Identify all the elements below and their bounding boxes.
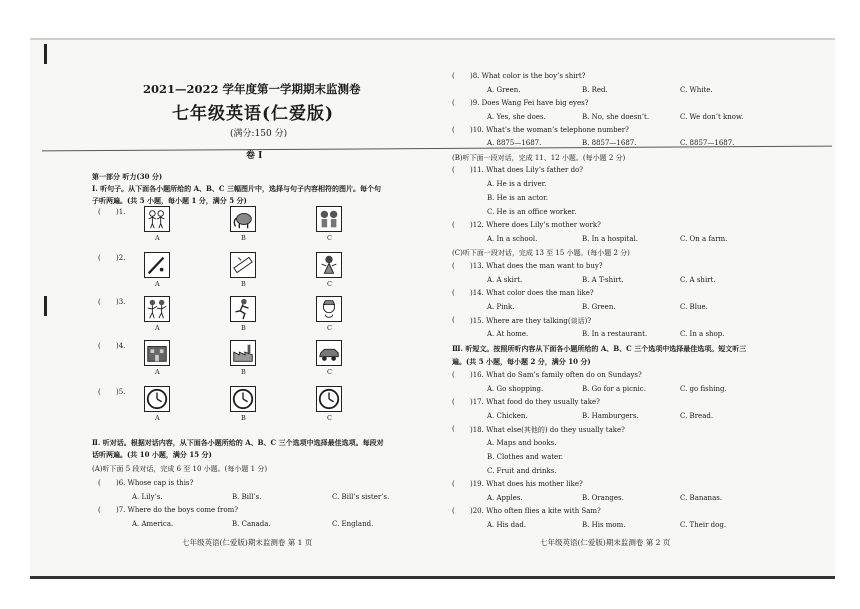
option-16a: A. Go shopping.	[487, 385, 544, 393]
question-13-paren: (	[452, 262, 455, 270]
question-6: )6. Whose cap is this?	[116, 479, 194, 487]
option-6b: B. Bill’s.	[232, 493, 262, 501]
grade-title: 七年级英语(仁爱版)	[172, 104, 335, 124]
score-note: (满分:150 分)	[230, 129, 288, 139]
option-19b: B. Oranges.	[582, 494, 624, 502]
factory-icon	[230, 340, 256, 366]
option-8c: C. White.	[680, 86, 713, 94]
question-paren: (	[98, 208, 101, 216]
option-8b: B. Red.	[582, 86, 608, 94]
car-icon	[316, 340, 342, 366]
question-19-paren: (	[452, 480, 455, 488]
question-17-paren: (	[452, 398, 455, 406]
picture-option-label: B	[241, 414, 246, 422]
question-18-paren: (	[452, 425, 455, 433]
picture-option-label: B	[241, 280, 246, 288]
picture-option-label: B	[241, 324, 246, 332]
option-11c: C. He is an office worker.	[487, 208, 577, 216]
option-15a: A. At home.	[487, 330, 529, 338]
question-16: )16. What do Sam’s family often do on Sundays?	[470, 371, 642, 379]
option-8a: A. Green.	[487, 86, 521, 94]
picture-option-label: A	[155, 324, 160, 332]
option-6a: A. Lily’s.	[132, 493, 163, 501]
section1-title-cont: 子听两遍。(共 5 小题，每小题 1 分，满分 5 分)	[92, 196, 247, 205]
question-15-paren: (	[452, 316, 455, 324]
subsection-c: (C)听下面一段对话，完成 13 至 15 小题。(每小题 2 分)	[452, 249, 630, 257]
question-12-paren: (	[452, 221, 455, 229]
volume-label: 卷 Ⅰ	[246, 151, 263, 161]
question-7-paren: (	[98, 506, 101, 514]
question-number: )5.	[116, 388, 126, 396]
option-20b: B. His mom.	[582, 521, 626, 529]
option-17c: C. Bread.	[680, 412, 714, 420]
clock-icon	[144, 386, 170, 412]
section2-title: Ⅱ. 听对话。根据对话内容，从下面各小题所给的 A、B、C 三个选项中选择最佳选项。每段对	[92, 438, 384, 447]
picture-option-label: C	[327, 324, 332, 332]
question-7: )7. Where do the boys come from?	[116, 506, 238, 514]
question-paren: (	[98, 298, 101, 306]
option-13b: B. A T-shirt.	[582, 276, 624, 284]
option-12b: B. In a hospital.	[582, 235, 638, 243]
section1-title: Ⅰ. 听句子。从下面各小题所给的 A、B、C 三幅图片中，选择与句子内容相符的图片。每个句	[92, 184, 381, 193]
picture-option-label: B	[241, 368, 246, 376]
right-page-footer: 七年级英语(仁爱版)期末监测卷 第 2 页	[540, 538, 671, 547]
question-20-paren: (	[452, 507, 455, 515]
option-15c: C. In a shop.	[680, 330, 725, 338]
picture-option-label: A	[155, 280, 160, 288]
section3-title-cont: 遍。(共 5 小题，每小题 2 分，满分 10 分)	[452, 357, 591, 366]
option-12a: A. In a school.	[487, 235, 538, 243]
subsection-b: (B)听下面一段对话，完成 11、12 小题。(每小题 2 分)	[452, 154, 626, 162]
picture-option-label: B	[241, 234, 246, 242]
question-19: )19. What does his mother like?	[470, 480, 583, 488]
option-9b: B. No, she doesn’t.	[582, 113, 650, 121]
question-number: )3.	[116, 298, 126, 306]
option-6c: C. Bill’s sister’s.	[332, 493, 390, 501]
option-13a: A. A skirt.	[487, 276, 523, 284]
option-9a: A. Yes, she does.	[487, 113, 546, 121]
section2-title-cont: 话听两遍。(共 10 小题，满分 15 分)	[92, 450, 212, 459]
question-20: )20. Who often flies a kite with Sam?	[470, 507, 601, 515]
question-16-paren: (	[452, 371, 455, 379]
question-17: )17. What food do they usually take?	[470, 398, 600, 406]
option-20a: A. His dad.	[487, 521, 527, 529]
question-10: )10. What’s the woman’s telephone number?	[470, 126, 629, 134]
question-13: )13. What does the man want to buy?	[470, 262, 603, 270]
question-number: )4.	[116, 342, 126, 350]
option-18c: C. Fruit and drinks.	[487, 467, 557, 475]
year-title: 2021—2022 学年度第一学期期末监测卷	[143, 82, 361, 96]
question-number: )1.	[116, 208, 126, 216]
pen-icon	[144, 252, 170, 278]
question-paren: (	[98, 254, 101, 262]
section3-title: Ⅲ. 听短文。按照所听内容从下面各小题所给的 A、B、C 三个选项中选择最佳选项。短文听三	[452, 344, 747, 353]
option-19c: C. Bananas.	[680, 494, 723, 502]
option-7b: B. Canada.	[232, 520, 271, 528]
question-14-paren: (	[452, 289, 455, 297]
option-12c: C. On a farm.	[680, 235, 728, 243]
option-7c: C. England.	[332, 520, 374, 528]
question-10-paren: (	[452, 126, 455, 134]
option-13c: C. A shirt.	[680, 276, 716, 284]
clock-icon	[230, 386, 256, 412]
subsection-a: (A)听下面 5 段对话，完成 6 至 10 小题。(每小题 1 分)	[92, 465, 268, 473]
binding-mark	[44, 296, 47, 316]
picture-option-label: C	[327, 280, 332, 288]
option-20c: C. Their dog.	[680, 521, 727, 529]
option-18b: B. Clothes and water.	[487, 453, 563, 461]
question-number: )2.	[116, 254, 126, 262]
option-9c: C. We don’t know.	[680, 113, 744, 121]
option-16b: B. Go for a picnic.	[582, 385, 646, 393]
question-18: )18. What else(其他的) do they usually take?	[470, 426, 625, 434]
page-bottom-edge	[30, 576, 835, 579]
picture-option-label: A	[155, 234, 160, 242]
option-16c: C. go fishing.	[680, 385, 727, 393]
option-18a: A. Maps and books.	[487, 439, 557, 447]
question-9-paren: (	[452, 99, 455, 107]
nurse-icon	[316, 296, 342, 322]
option-14a: A. Pink.	[487, 303, 515, 311]
picture-option-label: C	[327, 234, 332, 242]
option-10b: B. 8857—1687.	[582, 139, 637, 147]
question-6-paren: (	[98, 479, 101, 487]
option-15b: B. In a restaurant.	[582, 330, 648, 338]
question-9: )9. Does Wang Fei have big eyes?	[470, 99, 589, 107]
elephant-icon	[230, 206, 256, 232]
question-11-paren: (	[452, 166, 455, 174]
kids-icon	[144, 206, 170, 232]
question-paren: (	[98, 388, 101, 396]
option-11a: A. He is a driver.	[487, 180, 547, 188]
option-11b: B. He is an actor.	[487, 194, 548, 202]
clock-icon	[316, 386, 342, 412]
binding-mark	[44, 44, 47, 64]
building-icon	[144, 340, 170, 366]
question-12: )12. Where does Lily’s mother work?	[470, 221, 601, 229]
option-19a: A. Apples.	[487, 494, 523, 502]
option-14b: B. Green.	[582, 303, 616, 311]
page-top-edge	[30, 38, 835, 40]
couple-icon	[316, 206, 342, 232]
question-8-paren: (	[452, 72, 455, 80]
picture-option-label: C	[327, 414, 332, 422]
option-10c: C. 8857—1687.	[680, 139, 735, 147]
dancers-icon	[144, 296, 170, 322]
part1-heading: 第一部分 听力(30 分)	[92, 172, 163, 181]
option-7a: A. America.	[132, 520, 174, 528]
option-17b: B. Hamburgers.	[582, 412, 639, 420]
picture-option-label: A	[155, 414, 160, 422]
runner-icon	[230, 296, 256, 322]
question-paren: (	[98, 342, 101, 350]
option-14c: C. Blue.	[680, 303, 708, 311]
question-11: )11. What does Lily’s father do?	[470, 166, 584, 174]
option-17a: A. Chicken.	[487, 412, 528, 420]
question-14: )14. What color does the man like?	[470, 289, 594, 297]
question-15: )15. Where are they talking(谈话)?	[470, 317, 592, 325]
option-10a: A. 8875—1687.	[487, 139, 542, 147]
left-page-footer: 七年级英语(仁爱版)期末监测卷 第 1 页	[182, 538, 313, 547]
picture-option-label: A	[155, 368, 160, 376]
question-8: )8. What color is the boy’s shirt?	[470, 72, 586, 80]
girl-icon	[316, 252, 342, 278]
ruler-icon	[230, 252, 256, 278]
picture-option-label: C	[327, 368, 332, 376]
